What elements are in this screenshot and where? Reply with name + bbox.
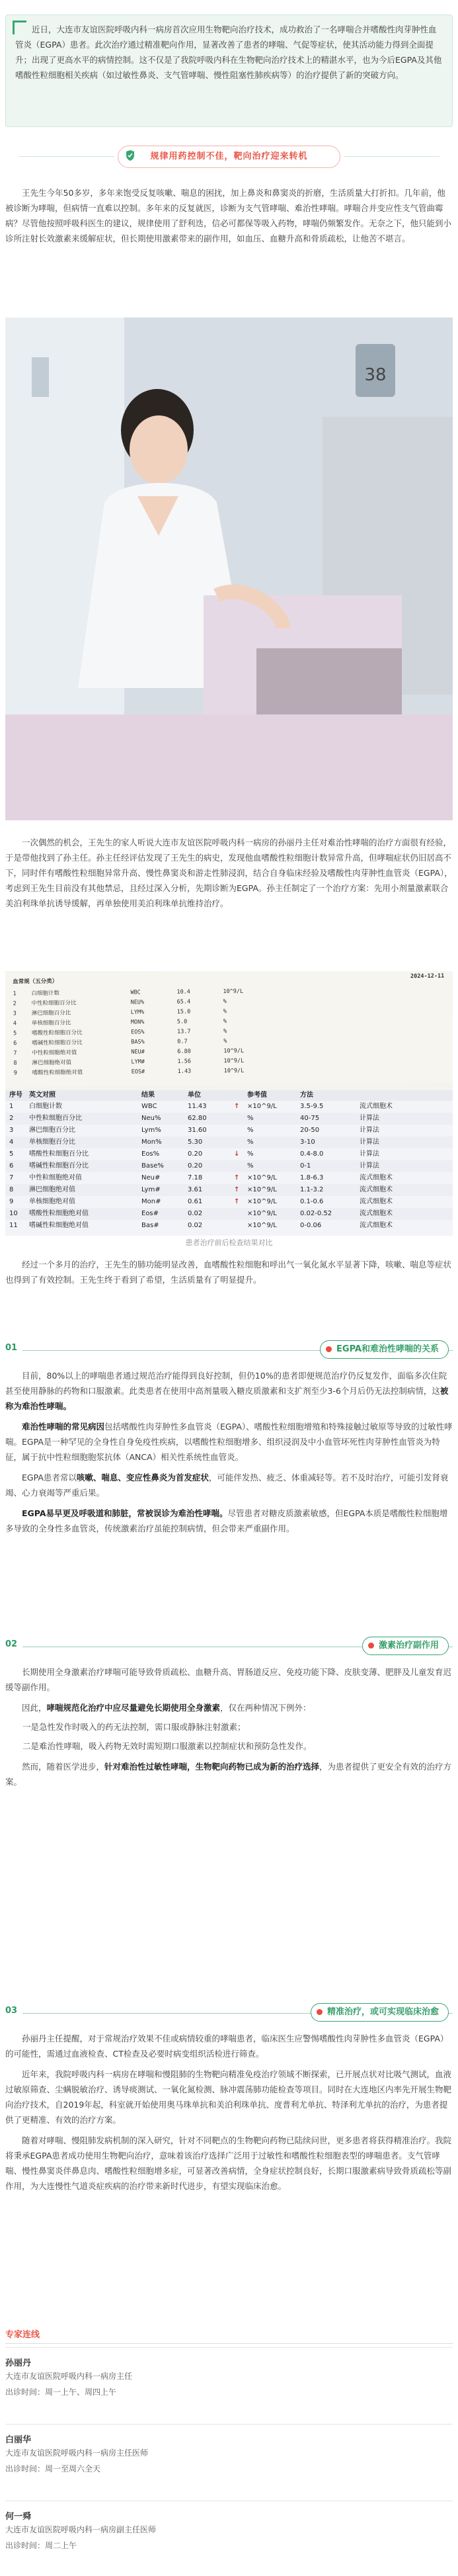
expert-title: 大连市友谊医院呼吸内科一病房副主任医师 <box>5 2525 157 2534</box>
story-paragraph-2 <box>5 835 453 911</box>
new-report-cell-method: 计算法 <box>360 1115 379 1122</box>
section-2-body <box>5 1664 453 1789</box>
new-report-cell-flag: ↓ <box>234 1150 240 1158</box>
section-number: 03 <box>5 2006 18 2016</box>
old-report-cell-item: 单核细胞百分比 <box>31 1019 71 1027</box>
new-report-header <box>5 1090 453 1101</box>
svg-text:38: 38 <box>364 365 387 385</box>
lab-report-photo <box>5 971 453 1236</box>
old-report-cell-no: 8 <box>13 1060 17 1067</box>
old-report-cell-no: 1 <box>13 990 17 998</box>
section-2-bullet-1: 一是急性发作时吸入的药无法控制，需口服或静脉注射激素； <box>22 1722 246 1732</box>
expert-hours: 出诊时间：周二上午 <box>5 2541 77 2550</box>
new-report-cell-no: 11 <box>9 1222 18 1229</box>
new-report-cell-ref: 20-50 <box>300 1127 320 1134</box>
intro-box <box>5 15 453 127</box>
old-report-cell-code: EOS% <box>131 1029 145 1036</box>
old-report-cell-unit: 10^9/L <box>223 1067 245 1075</box>
new-report-cell-item: 单核细胞绝对值 <box>29 1198 75 1205</box>
banner-title <box>118 146 340 168</box>
new-report-cell-unit: ×10^9/L <box>247 1198 277 1205</box>
old-report-cell-code: LYM# <box>131 1058 145 1066</box>
old-report-cell-code: NEU% <box>130 999 145 1006</box>
section-tag: 精准治疗，或可实现临床治愈 <box>311 2003 449 2022</box>
new-report-cell-unit: % <box>247 1115 254 1122</box>
new-report-row <box>5 1113 453 1125</box>
expert-name: 白丽华 <box>5 2435 32 2445</box>
section-header-2 <box>5 1635 453 1658</box>
section-1-text-3b: ，可能伴发热、疲乏、体重减轻等。若不及时治疗，可能引发肾衰竭、心力衰竭等严重后果。 <box>5 1473 449 1498</box>
new-report-cell-no: 3 <box>9 1127 14 1134</box>
old-report-cell-code: LYM% <box>130 1009 145 1016</box>
section-1-text-4: 尽管患者对糖皮质激素敏感，但EGPA本质是嗜酸性粒细胞增多导致的全身性多血管炎，传统激素治疗虽能控制病情，但会带来严重副作用。 <box>5 1508 448 1533</box>
old-report-cell-unit: 10^9/L <box>223 1057 245 1065</box>
new-report-cell-code: Eos# <box>141 1210 159 1217</box>
experts-title: 专家连线 <box>5 2330 40 2340</box>
new-report-cell-no: 2 <box>9 1115 14 1122</box>
section-2-text-2: 因此， <box>22 1703 47 1713</box>
expert-card <box>5 2347 453 2417</box>
old-report-cell-item: 淋巴细胞绝对值 <box>32 1059 72 1067</box>
section-3-text-3: 随着对哮喘、慢阻肺发病机制的深入研究，针对不同靶点的生物靶向药物已陆续问世，更多患者将获得精准治疗。我院将秉承EGPA患者成功使用生物靶向治疗，意味着该治疗选择广泛用于过敏性和嗜酸性粒细胞表型的哮喘患者。支气管哮喘、慢性鼻窦炎伴鼻息肉、嗜酸性粒细胞增多症，可显著改善病情，全身症状控制良好，长期口服激素病导致骨质疏松等副作用，为大连慢性气道炎症疾病的治疗带来新时代进步，有望实现临床治愈。 <box>5 2135 452 2191</box>
section-1-text-2: 包括嗜酸性肉芽肿性多血管炎（EGPA）、嗜酸性粒细胞增殖和特殊接触过敏原等导致的过敏性哮喘。EGPA是一种罕见的全身性自身免疫性疾病，以嗜酸性粒细胞增多、组织浸润及中小血管坏死性肉芽肿性血管炎为特征，属于抗中性粒细胞胞浆抗体（ANCA）相关性系统性血管炎。 <box>5 1422 453 1462</box>
story-paragraph-1 <box>5 185 453 246</box>
new-report-cell-no: 7 <box>9 1174 14 1181</box>
old-report-cell-unit: % <box>223 1038 227 1045</box>
section-number: 02 <box>5 1639 18 1649</box>
old-report-cell-value: 1.43 <box>177 1068 192 1075</box>
section-2-text-3: 然而，随着医学进步， <box>22 1762 105 1772</box>
new-report-cell-method: 流式细胞术 <box>360 1210 393 1217</box>
new-report-cell-method: 流式细胞术 <box>360 1103 393 1110</box>
new-report-rows <box>5 1101 453 1232</box>
new-report-cell-item: 嗜碱性粒细胞百分比 <box>29 1162 89 1170</box>
new-report-cell-flag <box>234 1160 247 1172</box>
new-report-row <box>5 1184 453 1196</box>
new-report-cell-flag: ↑ <box>234 1198 240 1205</box>
doctor-photo-illustration <box>5 318 453 820</box>
section-banner <box>5 138 453 175</box>
expert-name: 孙丽丹 <box>5 2358 32 2368</box>
section-1-highlight-2: 难治性哮喘的常见病因 <box>22 1422 105 1432</box>
new-lab-report <box>5 1090 453 1236</box>
old-report-rows <box>5 984 453 1078</box>
new-report-cell-no: 8 <box>9 1186 14 1193</box>
shield-icon <box>126 150 135 161</box>
section-2-highlight-1: 哮喘规范化治疗中应尽量避免长期使用全身激素 <box>46 1703 221 1713</box>
new-report-cell-value: 0.61 <box>188 1198 203 1205</box>
old-report-cell-value: 6.80 <box>177 1048 191 1055</box>
new-report-cell-item: 白细胞计数 <box>29 1103 62 1110</box>
section-number: 01 <box>5 1343 18 1353</box>
section-2-highlight-2: 针对难治性过敏性哮喘，生物靶向药物已成为新的治疗选择 <box>104 1762 320 1772</box>
new-report-cell-value: 11.43 <box>188 1103 207 1110</box>
old-report-cell-unit: % <box>223 1028 227 1035</box>
new-report-row <box>5 1220 453 1232</box>
old-report-cell-no: 9 <box>13 1070 17 1077</box>
new-report-cell-flag: ↑ <box>234 1186 240 1193</box>
paragraph-text: 王先生今年50多岁，多年来饱受反复咳嗽、喘息的困扰，加上鼻炎和鼻窦炎的折磨，生活质量大打折扣。几年前，他被诊断为哮喘，但病情一直难以控制。多年来的反复就医，诊断为支气管哮喘、难治性哮喘。哮喘合并变应性支气管曲霉病？尽管他按照呼吸科医生的建议，规律使用了舒利迭，信必可都保等吸入药物，哮喘仍频繁发作。无奈之下，他只能到小诊所注射长效激素来缓解症状，但长期使用激素带来的副作用，如血压、血糖升高和骨质疏松，让他苦不堪言。 <box>5 188 452 243</box>
new-report-header-cell: 方法 <box>300 1092 313 1099</box>
section-2-text-2b: ，仅在两种情况下例外： <box>220 1703 311 1713</box>
section-1-text-3: EGPA患者常以 <box>22 1473 77 1482</box>
story-paragraph-3 <box>5 1257 453 1287</box>
new-report-cell-method: 流式细胞术 <box>360 1174 393 1181</box>
new-report-cell-unit: ×10^9/L <box>247 1103 277 1110</box>
new-report-cell-item: 中性粒细胞百分比 <box>29 1115 82 1122</box>
new-report-cell-method: 计算法 <box>360 1162 379 1170</box>
old-report-cell-unit: % <box>223 998 227 1006</box>
new-report-cell-item: 淋巴细胞绝对值 <box>29 1186 75 1193</box>
new-report-header-cell: 结果 <box>141 1092 155 1099</box>
new-report-cell-value: 5.30 <box>188 1138 203 1146</box>
expert-title: 大连市友谊医院呼吸内科一病房主任医师 <box>5 2448 149 2458</box>
intro-text: 近日，大连市友谊医院呼吸内科一病房首次应用生物靶向治疗技术，成功救治了一名哮喘合并嗜酸性肉芽肿性血管炎（EGPA）患者。此次治疗通过精准靶向作用，显著改善了患者的哮喘、气促等症状，使其活动能力得到全面提升；出现了更高水平的病情控制。这不仅是了我院呼吸内科在生物靶向治疗技术上的精湛水平，也为今后EGPA及其他嗜酸性粒细胞相关疾病（如过敏性鼻炎、支气管哮喘、慢性阻塞性肺疾病等）的治疗提供了新的突破方向。 <box>15 24 442 80</box>
old-report-date: 2024-12-11 <box>410 972 445 980</box>
new-report-cell-ref: 0-0.06 <box>300 1222 322 1229</box>
new-report-cell-method: 计算法 <box>360 1150 379 1158</box>
new-report-cell-no: 1 <box>9 1103 14 1110</box>
new-report-cell-unit: ×10^9/L <box>247 1210 277 1217</box>
new-report-cell-ref: 1.8-6.3 <box>300 1174 324 1181</box>
old-report-cell-item: 白细胞计数 <box>31 990 60 998</box>
new-report-cell-flag <box>234 1125 247 1137</box>
new-report-cell-code: Base% <box>141 1162 164 1170</box>
new-report-cell-code: Neu# <box>141 1174 161 1181</box>
section-tag: EGPA和难治性哮喘的关系 <box>320 1340 449 1359</box>
section-tag: 激素治疗副作用 <box>362 1637 449 1655</box>
new-report-row <box>5 1125 453 1137</box>
old-report-cell-no: 2 <box>13 1000 17 1008</box>
new-report-cell-unit: % <box>247 1138 254 1146</box>
old-report-cell-code: NEU# <box>131 1049 145 1056</box>
new-report-cell-no: 10 <box>9 1210 18 1217</box>
new-report-row <box>5 1172 453 1184</box>
new-report-header-cell: 英文对照 <box>29 1092 56 1099</box>
old-report-cell-item: 中性粒细胞绝对值 <box>32 1049 77 1057</box>
new-report-cell-method: 流式细胞术 <box>360 1186 393 1193</box>
new-report-cell-unit: % <box>247 1150 254 1158</box>
old-report-cell-code: BAS% <box>131 1039 145 1046</box>
new-report-cell-ref: 0.02-0.52 <box>300 1210 332 1217</box>
section-header-1 <box>5 1339 453 1361</box>
expert-card <box>5 2501 453 2570</box>
expert-card <box>5 2424 453 2493</box>
old-report-cell-unit: % <box>223 1018 227 1025</box>
new-report-cell-ref: 3.5-9.5 <box>300 1103 324 1110</box>
new-report-row <box>5 1208 453 1220</box>
doctor-photo <box>5 318 453 820</box>
old-report-cell-value: 1.56 <box>177 1058 192 1065</box>
old-report-cell-item: 嗜酸性粒细胞绝对值 <box>32 1069 83 1077</box>
experts-divider <box>5 2343 453 2344</box>
new-report-header-cell: 序号 <box>9 1092 22 1099</box>
section-1-body <box>5 1368 453 1536</box>
new-report-cell-ref: 3-10 <box>300 1138 315 1146</box>
new-report-cell-code: Neu% <box>141 1115 161 1122</box>
old-report-cell-code: MON% <box>130 1019 145 1026</box>
new-report-cell-method: 流式细胞术 <box>360 1222 393 1229</box>
new-report-cell-no: 9 <box>9 1198 14 1205</box>
banner-label: 规律用药控制不佳，靶向治疗迎来转机 <box>150 151 308 161</box>
old-report-cell-unit: % <box>223 1008 227 1015</box>
expert-hours: 出诊时间：周一至周六全天 <box>5 2464 101 2473</box>
new-report-cell-ref: 1.1-3.2 <box>300 1186 324 1193</box>
old-report-cell-value: 65.4 <box>176 998 191 1006</box>
old-report-cell-no: 4 <box>13 1020 17 1027</box>
new-report-cell-unit: ×10^9/L <box>247 1174 277 1181</box>
new-report-cell-code: Mon# <box>141 1198 161 1205</box>
section-2-text-3b: ，为患者提供了更安全有效的治疗方案。 <box>5 1762 452 1787</box>
old-report-cell-no: 7 <box>13 1050 17 1057</box>
new-report-cell-item: 嗜酸性粒细胞绝对值 <box>29 1210 89 1217</box>
new-report-cell-item: 嗜酸性粒细胞百分比 <box>29 1150 89 1158</box>
new-report-cell-value: 0.20 <box>188 1150 203 1158</box>
new-report-cell-value: 62.80 <box>188 1115 207 1122</box>
section-3-text-1: 孙丽丹主任提醒，对于常规治疗效果不佳或病情较重的哮喘患者，临床医生应警惕嗜酸性肉芽肿性多血管炎（EGPA）的可能性，需通过血液检查、CT检查及必要时病变组织活检进行筛查。 <box>5 2034 449 2059</box>
new-report-cell-flag: ↑ <box>234 1174 240 1181</box>
old-report-cell-no: 5 <box>13 1030 17 1037</box>
section-header-3 <box>5 2002 453 2024</box>
new-report-cell-code: WBC <box>141 1103 157 1110</box>
old-report-cell-code: EOS# <box>131 1068 145 1076</box>
old-report-cell-unit: 10^9/L <box>223 988 244 996</box>
new-report-row <box>5 1101 453 1113</box>
new-report-cell-ref: 40-75 <box>300 1115 320 1122</box>
new-report-cell-item: 嗜碱性粒细胞绝对值 <box>29 1222 89 1229</box>
old-report-cell-value: 5.0 <box>176 1018 188 1025</box>
photo-caption: 患者治疗前后检查结果对比 <box>185 1238 273 1247</box>
new-report-cell-unit: % <box>247 1127 254 1134</box>
paragraph-text: 经过一个多月的治疗，王先生的肺功能明显改善，血嗜酸性粒细胞和呼出气一氧化氮水平显著下降，咳嗽、喘息等症状也得到了有效控制。王先生终于看到了希望，生活质量有了明显提升。 <box>5 1260 452 1285</box>
new-report-cell-value: 0.02 <box>188 1222 203 1229</box>
expert-hours: 出诊时间：周一上午、周四上午 <box>5 2387 117 2397</box>
new-report-cell-method: 流式细胞术 <box>360 1198 393 1205</box>
section-1-text-1: 目前，80%以上的哮喘患者通过规范治疗能得到良好控制，但仍10%的患者即便规范治疗仍反复发作，面临多次住院甚至使用静脉的药物和口服激素。此类患者在使用中高剂量吸入糖皮质激素和支扩剂至少3-6个月后仍无法控制病情，这 <box>5 1371 447 1396</box>
new-report-cell-value: 7.18 <box>188 1174 203 1181</box>
new-report-cell-unit: ×10^9/L <box>247 1222 277 1229</box>
new-report-cell-value: 3.61 <box>188 1186 203 1193</box>
new-report-cell-unit: ×10^9/L <box>247 1186 277 1193</box>
new-report-cell-flag <box>234 1137 247 1148</box>
new-report-cell-code: Mon% <box>141 1138 162 1146</box>
new-report-cell-value: 31.60 <box>188 1127 207 1134</box>
new-report-cell-method: 计算法 <box>360 1127 379 1134</box>
old-report-cell-item: 中性粒细胞百分比 <box>31 1000 77 1008</box>
new-report-cell-code: Lym% <box>141 1127 161 1134</box>
new-report-cell-flag <box>234 1220 247 1232</box>
new-report-row <box>5 1148 453 1160</box>
new-report-cell-value: 0.20 <box>188 1162 203 1170</box>
old-report-title: 血常规（五分类） <box>13 978 58 986</box>
banner-divider-left <box>19 156 114 157</box>
new-report-header-cell: 参考值 <box>247 1092 267 1099</box>
section-2-bullet-2: 二是难治性哮喘，吸入药物无效时需短期口服激素以控制症状和预防急性发作。 <box>22 1741 312 1751</box>
paragraph-text: 一次偶然的机会，王先生的家人听说大连市友谊医院呼吸内科一病房的孙丽丹主任对难治性哮喘的治疗方面很有经验，于是带他找到了孙主任。孙主任经评估发现了王先生的病史，发现他血嗜酸性粒细胞计数异常升高，但哮喘症状仍旧居高不下，同时伴有嗜酸性粒细胞异常升高、慢性鼻窦炎和游走性肺浸润，结合自身临床经验及嗜酸性肉芽肿性血管炎（EGPA），考虑到王先生目前没有其他禁忌，且经过深入分析，先期诊断为EGPA。孙主任制定了一个治疗方案：先用小剂量激素联合美泊利珠单抗诱导缓解，再单独使用美泊利珠单抗维持治疗。 <box>5 837 453 908</box>
new-report-row <box>5 1196 453 1208</box>
section-3-text-2: 近年来，我院呼吸内科一病房在哮喘和慢阻肺的生物靶向精准免疫治疗领域不断探索，已开展点状对比吸气测试，血液过敏原筛查、尘螨脱敏治疗、诱导痰测试、一氧化氮检测、脉冲震荡肺功能检查等项目。同时在大连地区内率先开展生物靶向治疗技术，自2019年起，科室就开始使用奥马珠单抗和美泊利珠单抗、度普利尤单抗、特泽利尤单抗的治疗，为患者提供了更精准、有效的治疗方案。 <box>5 2069 452 2125</box>
new-report-cell-ref: 0.4-8.0 <box>300 1150 324 1158</box>
section-2-text-1: 长期使用全身激素治疗哮喘可能导致骨质疏松、血糖升高、胃肠道反应、免疫功能下降、皮肤变薄、肥胖及儿童发育迟缓等副作用。 <box>5 1667 452 1692</box>
new-report-cell-item: 淋巴细胞百分比 <box>29 1127 75 1134</box>
old-report-cell-value: 15.0 <box>176 1008 191 1015</box>
old-report-cell-code: WBC <box>130 989 141 996</box>
section-1-highlight-4: EGPA易早更及呼吸道和肺脏，常被误诊为难治性哮喘。 <box>22 1508 228 1518</box>
banner-divider-right <box>344 156 439 157</box>
new-report-cell-item: 中性粒细胞绝对值 <box>29 1174 82 1181</box>
new-report-cell-item: 单核细胞百分比 <box>29 1138 75 1146</box>
old-report-cell-value: 13.7 <box>177 1028 191 1035</box>
expert-title: 大连市友谊医院呼吸内科一病房主任 <box>5 2372 133 2381</box>
new-report-cell-method: 计算法 <box>360 1138 379 1146</box>
new-report-cell-value: 0.02 <box>188 1210 203 1217</box>
new-report-row <box>5 1160 453 1172</box>
section-1-highlight-3: 咳嗽、喘息、变应性鼻炎为首发症状 <box>76 1473 209 1482</box>
new-report-cell-code: Bas# <box>141 1222 159 1229</box>
new-report-cell-code: Eos% <box>141 1150 160 1158</box>
new-report-header-cell: 单位 <box>188 1092 201 1099</box>
new-report-cell-flag: ↑ <box>234 1103 240 1110</box>
old-report-cell-unit: 10^9/L <box>223 1047 245 1055</box>
old-report-cell-value: 10.4 <box>176 988 190 996</box>
old-report-cell-item: 嗜碱性粒细胞百分比 <box>32 1039 83 1047</box>
expert-name: 何一舜 <box>5 2512 32 2522</box>
new-report-cell-no: 4 <box>9 1138 14 1146</box>
new-report-row <box>5 1137 453 1148</box>
old-lab-report <box>5 971 453 1088</box>
new-report-cell-ref: 0-1 <box>300 1162 311 1170</box>
old-report-cell-no: 3 <box>13 1010 17 1017</box>
new-report-cell-flag <box>234 1208 247 1220</box>
new-report-cell-no: 6 <box>9 1162 14 1170</box>
new-report-cell-ref: 0.1-0.6 <box>300 1198 324 1205</box>
new-report-cell-code: Lym# <box>141 1186 161 1193</box>
new-report-cell-flag <box>234 1113 247 1125</box>
old-report-cell-item: 嗜酸性粒细胞百分比 <box>32 1029 83 1037</box>
old-report-cell-item: 淋巴细胞百分比 <box>31 1009 71 1017</box>
old-report-cell-no: 6 <box>13 1040 17 1047</box>
old-report-cell-value: 0.7 <box>177 1038 188 1045</box>
section-3-body <box>5 2031 453 2194</box>
section-1-highlight-1: 被称为难治性哮喘。 <box>5 1386 449 1411</box>
new-report-cell-unit: % <box>247 1162 254 1170</box>
new-report-cell-no: 5 <box>9 1150 14 1158</box>
